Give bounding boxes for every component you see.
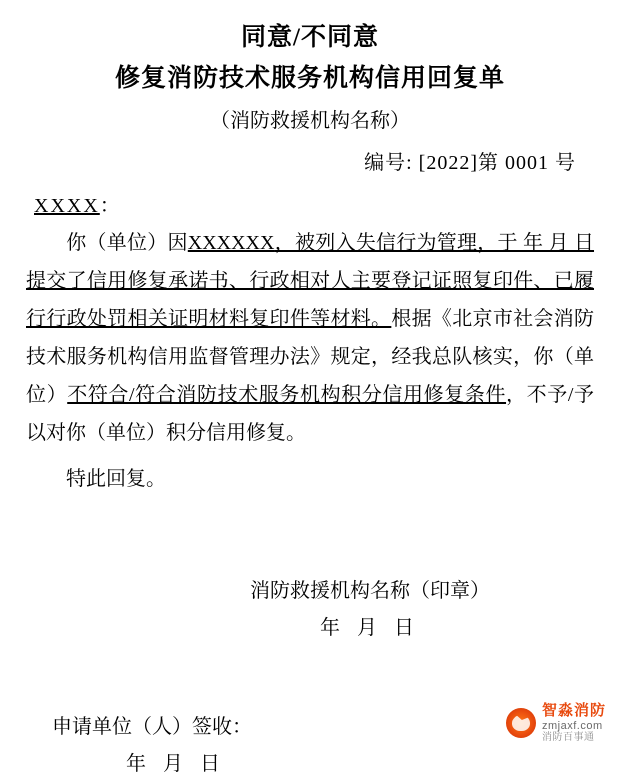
watermark <box>506 703 606 743</box>
addressee-line <box>26 188 594 224</box>
receipt-date: 年 月 日 <box>126 753 226 775</box>
body-segment-4: ，不予/予以对你（单位）积分信用修复。 <box>26 384 595 444</box>
flame-logo-icon <box>506 708 536 738</box>
title-line-1: 同意/不同意 <box>241 24 379 51</box>
addressee-colon: ： <box>99 195 120 217</box>
condition-choice: 不符合/符合消防技术服务机构积分信用修复条件 <box>67 384 507 406</box>
watermark-tagline: 消防百事通 <box>541 732 595 743</box>
document-title <box>26 18 594 100</box>
body-segment-1: 你（单位）因 <box>66 232 188 254</box>
signature-organization: 消防救援机构名称（印章） <box>250 580 490 602</box>
body-paragraph-2 <box>26 460 594 498</box>
issuing-org-subtitle: （消防救援机构名称） <box>210 110 410 132</box>
body-segment-3: 根据《北京市社会消防技术服务机构信用监督管理办法》规定，经我总队核实，你（单位） <box>26 308 595 406</box>
watermark-brand: 智淼消防 <box>541 702 606 720</box>
watermark-text <box>542 703 606 743</box>
body-paragraph-1 <box>26 224 594 452</box>
receipt-label: 申请单位（人）签收： <box>52 716 252 738</box>
document-number: 编号: [2022]第 0001 号 <box>364 152 576 174</box>
reason-blank: XXXXXX <box>187 232 275 254</box>
addressee-blank: XXXX <box>34 195 100 217</box>
title-line-2: 修复消防技术服务机构信用回复单 <box>114 65 505 92</box>
signature-date: 年 月 日 <box>320 617 420 639</box>
reply-closing: 特此回复。 <box>66 468 166 490</box>
watermark-url: zmjaxf.com <box>541 719 603 732</box>
body-segment-2: ，被列入失信行为管理，于 年 月 日提交了信用修复承诺书、行政相对人主要登记证照复印件、已履行行政处罚相关证明材料复印件等材料。 <box>26 232 595 330</box>
